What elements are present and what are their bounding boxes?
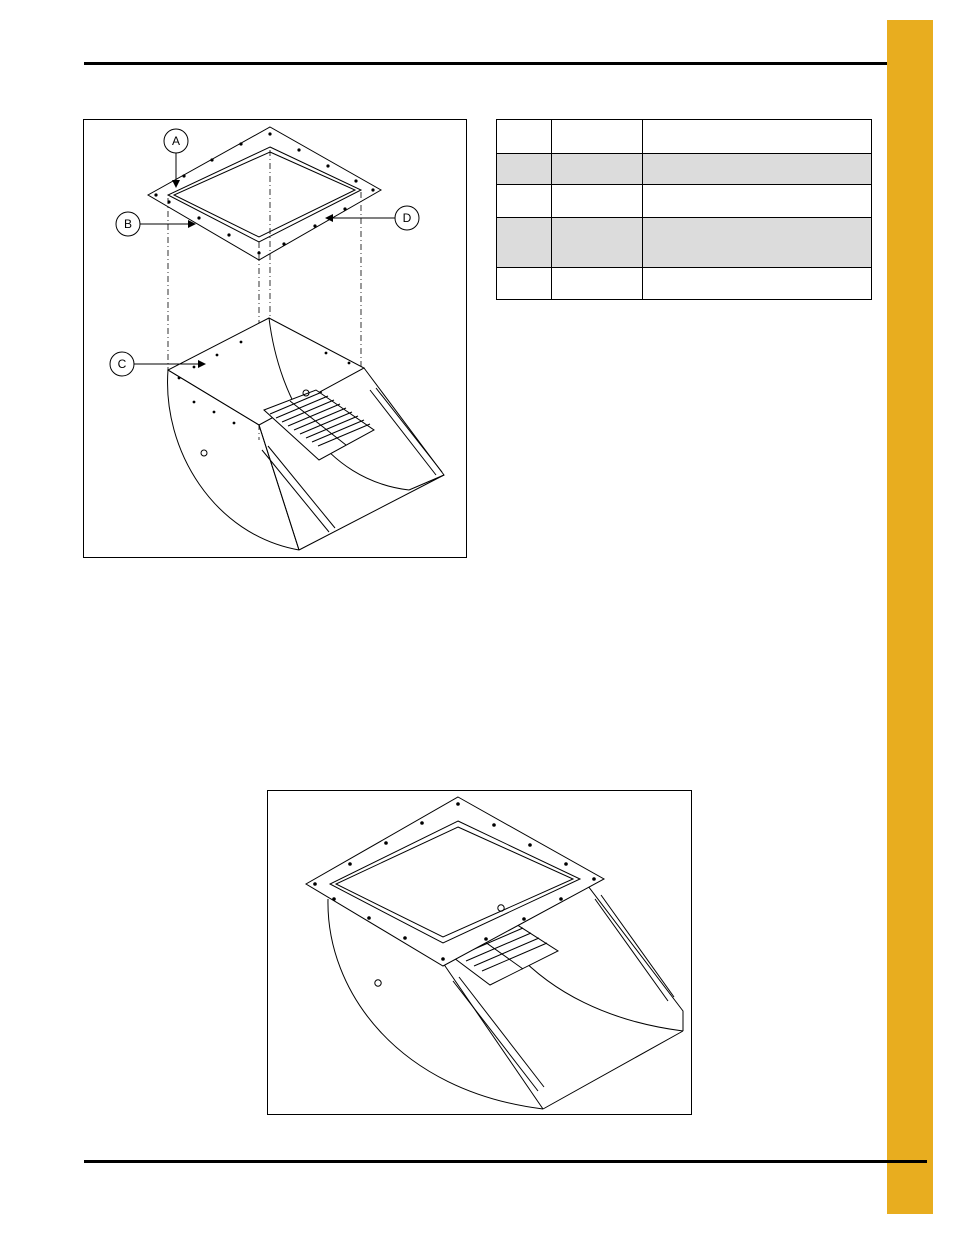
table-header-cell xyxy=(497,120,552,154)
table-row xyxy=(497,185,872,218)
table-row xyxy=(497,154,872,185)
svg-text:D: D xyxy=(402,211,412,225)
assembled-hopper-drawing xyxy=(268,791,691,1114)
table-row xyxy=(497,268,872,300)
table-cell xyxy=(552,185,643,218)
exploded-view-figure xyxy=(83,119,467,558)
exploded-hopper-drawing xyxy=(84,120,466,557)
table-row xyxy=(497,218,872,268)
svg-text:A: A xyxy=(171,134,181,148)
table-cell xyxy=(497,154,552,185)
table-cell xyxy=(643,185,872,218)
table-cell xyxy=(497,218,552,268)
svg-text:B: B xyxy=(123,217,133,231)
table-cell xyxy=(643,268,872,300)
header-rule xyxy=(84,62,927,65)
assembled-view-figure xyxy=(267,790,692,1115)
parts-table xyxy=(496,119,872,300)
table-cell xyxy=(552,218,643,268)
table-cell xyxy=(497,268,552,300)
table-cell xyxy=(497,185,552,218)
table-header-cell xyxy=(552,120,643,154)
table-cell xyxy=(643,154,872,185)
svg-text:C: C xyxy=(117,357,127,371)
chapter-tab xyxy=(887,20,933,1214)
table-header-row xyxy=(497,120,872,154)
table-cell xyxy=(552,268,643,300)
table-cell xyxy=(552,154,643,185)
footer-rule xyxy=(84,1160,927,1163)
table-cell xyxy=(643,218,872,268)
table-header-cell xyxy=(643,120,872,154)
